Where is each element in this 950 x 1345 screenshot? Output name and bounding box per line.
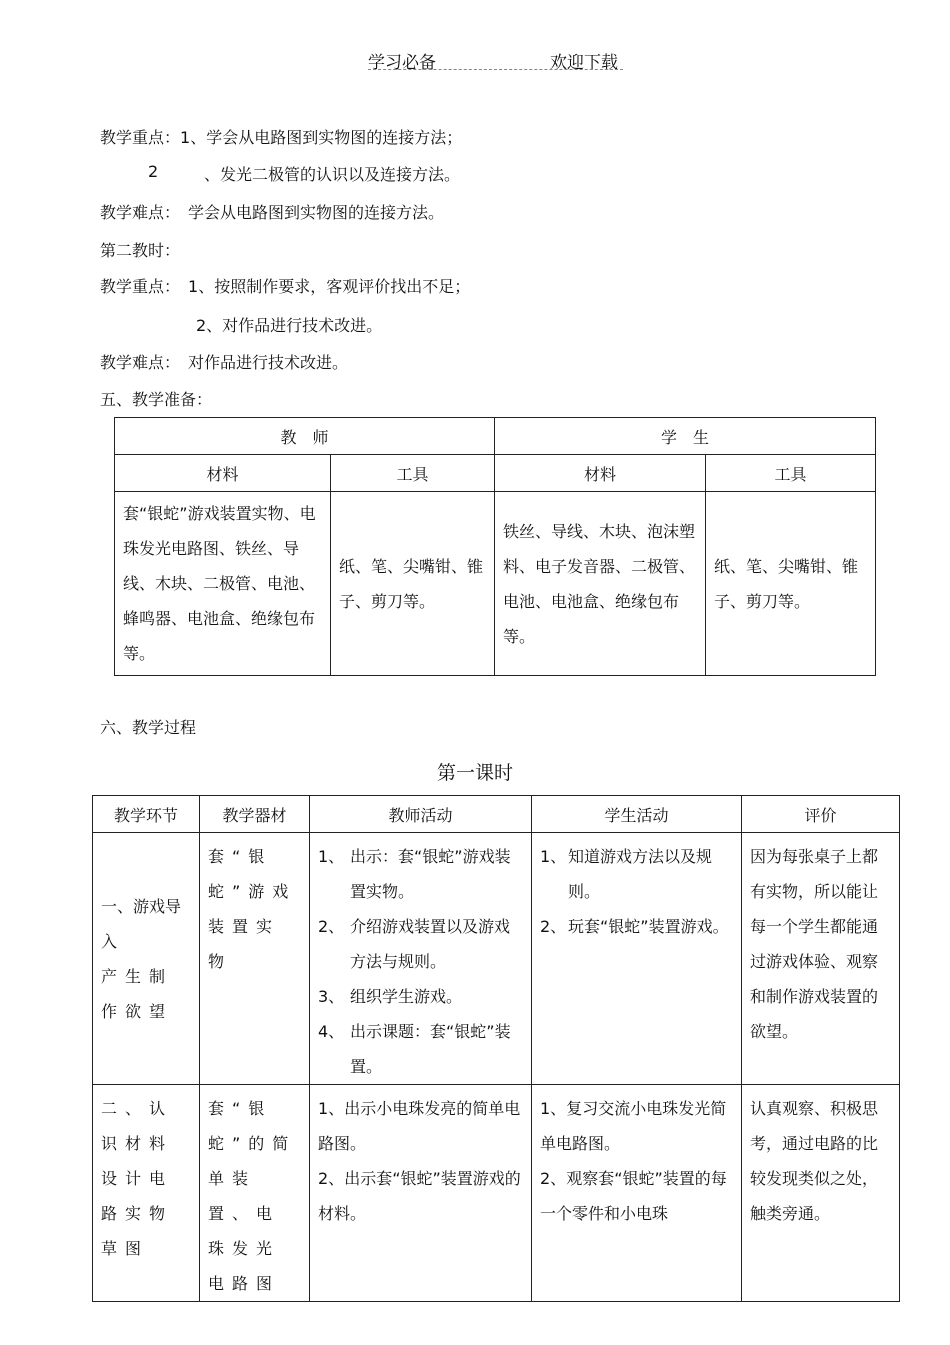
- key-points-2: [148, 162, 158, 181]
- student-tools-cell: 纸、笔、尖嘴钳、锥子、剪刀等。: [706, 492, 876, 676]
- key-points-item: 1、按照制作要求，客观评价找出不足；: [188, 277, 471, 296]
- teacher-activity-header: 教师活动: [310, 796, 532, 833]
- header-right-text: 欢迎下载: [550, 53, 618, 73]
- table-header-row: [115, 418, 876, 455]
- list-item: 2、 玩套“银蛇”装置游戏。: [540, 917, 729, 936]
- teacher-header: 教 师: [115, 418, 495, 455]
- key-points-label: 教学重点：: [100, 128, 181, 147]
- list-item: 1、 知道游戏方法以及规则。: [540, 847, 713, 901]
- lesson-2-label: 第二教时：: [100, 241, 181, 260]
- list-item: 1、出示小电珠发亮的简单电路图。: [318, 1099, 521, 1153]
- equipment-cell: 套“银蛇”游戏装置实物: [200, 833, 310, 1085]
- stage-header: 教学环节: [93, 796, 200, 833]
- list-item: 1、 出示：套“银蛇”游戏装置实物。: [318, 847, 511, 901]
- header-dashed-underline: [368, 69, 623, 70]
- section-6-heading: 六、教学过程: [100, 718, 197, 737]
- evaluation-header: 评价: [742, 796, 900, 833]
- teacher-materials-cell: 套“银蛇”游戏装置实物、电珠发光电路图、铁丝、导线、木块、二极管、电池、蜂鸣器、电池盒、绝缘包布等。: [115, 492, 331, 676]
- evaluation-cell: 因为每张桌子上都有实物，所以能让每一个学生都能通过游戏体验、观察和制作游戏装置的欲望。: [742, 833, 900, 1085]
- table-row: [115, 492, 876, 676]
- difficulty-text: 对作品进行技术改进。: [188, 353, 349, 372]
- key-points-1: [100, 125, 462, 148]
- list-item: 1、复习交流小电珠发光简单电路图。: [540, 1099, 727, 1153]
- key-points-lesson2: [100, 274, 470, 297]
- equipment-cell: 套“银蛇”的简单装置、电珠发光电路图: [200, 1085, 310, 1302]
- table-row: [93, 833, 900, 1085]
- stage-line: 产生制作欲望: [101, 966, 174, 1021]
- table-header-row: [93, 796, 900, 833]
- key-points-lesson2-item2: 2、对作品进行技术改进。: [196, 316, 383, 335]
- student-materials-header: 材料: [495, 455, 706, 492]
- key-points-label: 教学重点：: [100, 277, 181, 296]
- teacher-activity-cell: [310, 833, 532, 1085]
- stage-cell: 二、认识材料设计电路实物草图: [93, 1085, 200, 1302]
- student-activity-cell: [532, 1085, 742, 1302]
- list-item: 4、 出示课题：套“银蛇”装置。: [318, 1022, 511, 1076]
- teacher-tools-header: 工具: [331, 455, 495, 492]
- equipment-header: 教学器材: [200, 796, 310, 833]
- evaluation-cell: 认真观察、积极思考，通过电路的比较发现类似之处，触类旁通。: [742, 1085, 900, 1302]
- difficulty-lesson2: [100, 350, 348, 373]
- difficulty-text: 学会从电路图到实物图的连接方法。: [188, 203, 445, 222]
- student-activity-cell: [532, 833, 742, 1085]
- student-header: 学 生: [495, 418, 876, 455]
- difficulty-label: 教学难点：: [100, 203, 181, 222]
- list-item: 3、 组织学生游戏。: [318, 987, 463, 1006]
- list-item: 2、出示套“银蛇”装置游戏的材料。: [318, 1169, 521, 1223]
- table-subheader-row: [115, 455, 876, 492]
- key-points-number: 2: [148, 162, 159, 181]
- difficulty-1: [100, 200, 444, 223]
- process-table: [92, 795, 900, 1302]
- key-points-item: 1、学会从电路图到实物图的连接方法；: [180, 128, 463, 147]
- header-left-text: 学习必备: [368, 53, 436, 73]
- table-row: [93, 1085, 900, 1302]
- teacher-activity-cell: [310, 1085, 532, 1302]
- student-materials-cell: 铁丝、导线、木块、泡沫塑料、电子发音器、二极管、电池、电池盒、绝缘包布等。: [495, 492, 706, 676]
- teacher-materials-header: 材料: [115, 455, 331, 492]
- student-tools-header: 工具: [706, 455, 876, 492]
- difficulty-label: 教学难点：: [100, 353, 181, 372]
- stage-cell: [93, 833, 200, 1085]
- preparation-table: [114, 417, 876, 676]
- stage-line: 一、游戏导入: [101, 896, 182, 951]
- section-5-heading: 五、教学准备：: [100, 390, 213, 409]
- lesson-title: 第一课时: [436, 762, 513, 784]
- key-points-2-text: 、发光二极管的认识以及连接方法。: [204, 165, 461, 184]
- list-item: 2、观察套“银蛇”装置的每一个零件和小电珠: [540, 1169, 727, 1223]
- teacher-tools-cell: 纸、笔、尖嘴钳、锥子、剪刀等。: [331, 492, 495, 676]
- student-activity-header: 学生活动: [532, 796, 742, 833]
- list-item: 2、 介绍游戏装置以及游戏方法与规则。: [318, 917, 511, 971]
